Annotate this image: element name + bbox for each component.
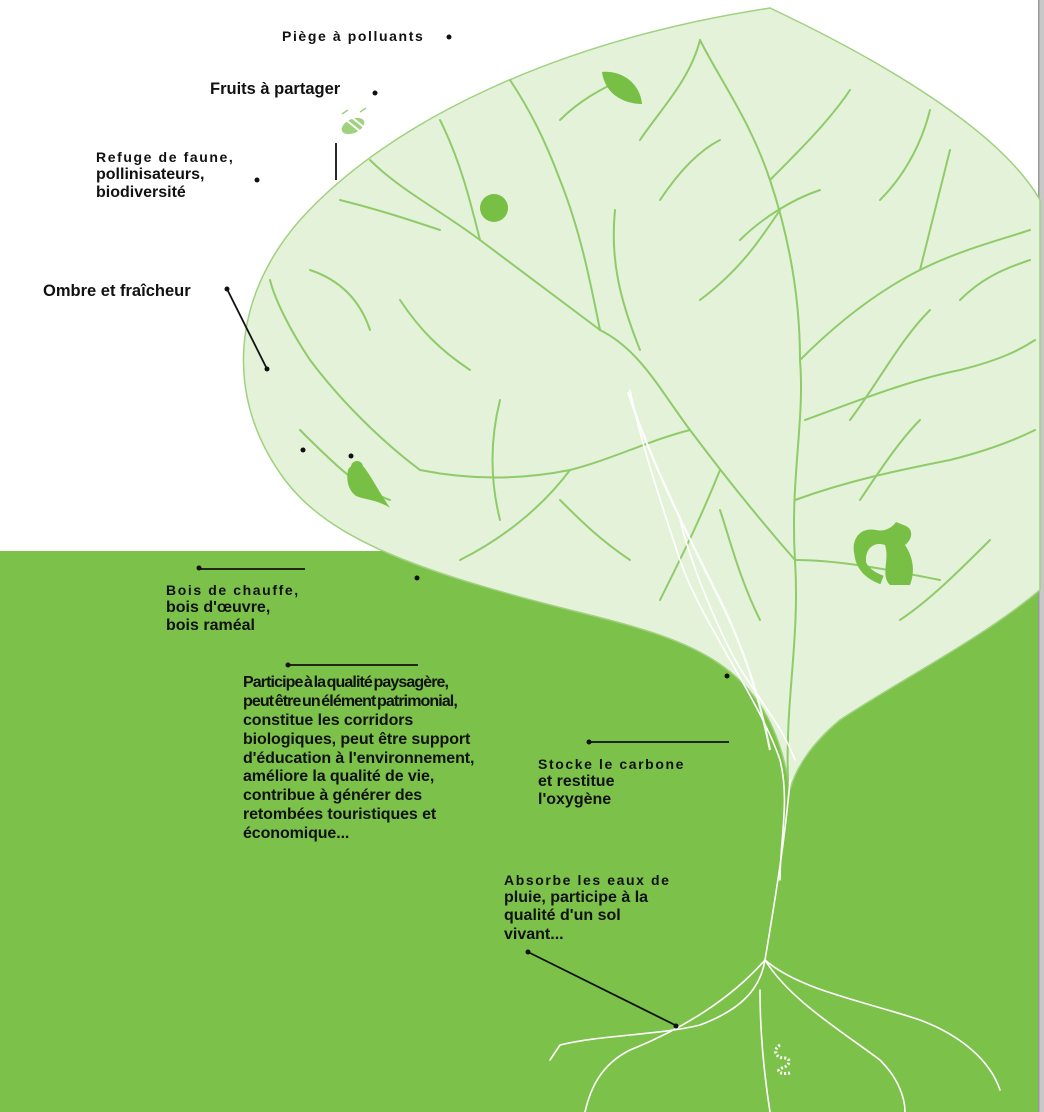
label-carbone xyxy=(538,756,685,810)
label-refuge xyxy=(96,149,234,203)
label-carbone-line1: Stocke le carbone xyxy=(538,756,686,772)
label-paysage-line6: améliore la qualité de vie, xyxy=(243,768,435,786)
fruit-icon xyxy=(480,194,508,222)
label-polluants: Piège à polluants xyxy=(282,28,425,44)
label-paysage-line7: contribue à générer des xyxy=(243,787,423,805)
bee-icon xyxy=(339,108,367,137)
label-paysage-line3: constitue les corridors xyxy=(243,711,414,729)
label-refuge-line3: biodiversité xyxy=(96,184,186,202)
label-paysage xyxy=(243,674,474,844)
label-eaux-line2: pluie, participe à la xyxy=(504,888,649,906)
label-ombre: Ombre et fraîcheur xyxy=(43,282,191,300)
label-paysage-line2: peut être un élément patrimonial, xyxy=(243,692,457,710)
label-carbone-line3: l'oxygène xyxy=(538,791,612,809)
label-paysage-line8: retombées touristiques et xyxy=(243,806,437,824)
label-carbone-line2: et restitue xyxy=(538,772,615,790)
label-paysage-line9: économique... xyxy=(243,825,350,842)
label-bois-line3: bois raméal xyxy=(166,617,255,635)
label-paysage-line5: d'éducation à l'environnement, xyxy=(243,749,475,767)
label-bois-line2: bois d'œuvre, xyxy=(166,598,271,616)
label-bois-line1: Bois de chauffe, xyxy=(166,582,300,598)
label-eaux-line1: Absorbe les eaux de xyxy=(504,872,671,888)
label-eaux-line3: qualité d'un sol xyxy=(504,907,621,925)
label-paysage-line4: biologiques, peut être support xyxy=(243,730,471,748)
label-refuge-line1: Refuge de faune, xyxy=(96,149,235,165)
label-eaux-line4: vivant... xyxy=(504,926,564,944)
label-refuge-line2: pollinisateurs, xyxy=(96,165,205,183)
label-eaux xyxy=(504,872,671,945)
label-fruits: Fruits à partager xyxy=(210,80,341,98)
label-paysage-line1: Participe à la qualité paysagère, xyxy=(243,674,449,691)
label-bois xyxy=(166,582,300,636)
